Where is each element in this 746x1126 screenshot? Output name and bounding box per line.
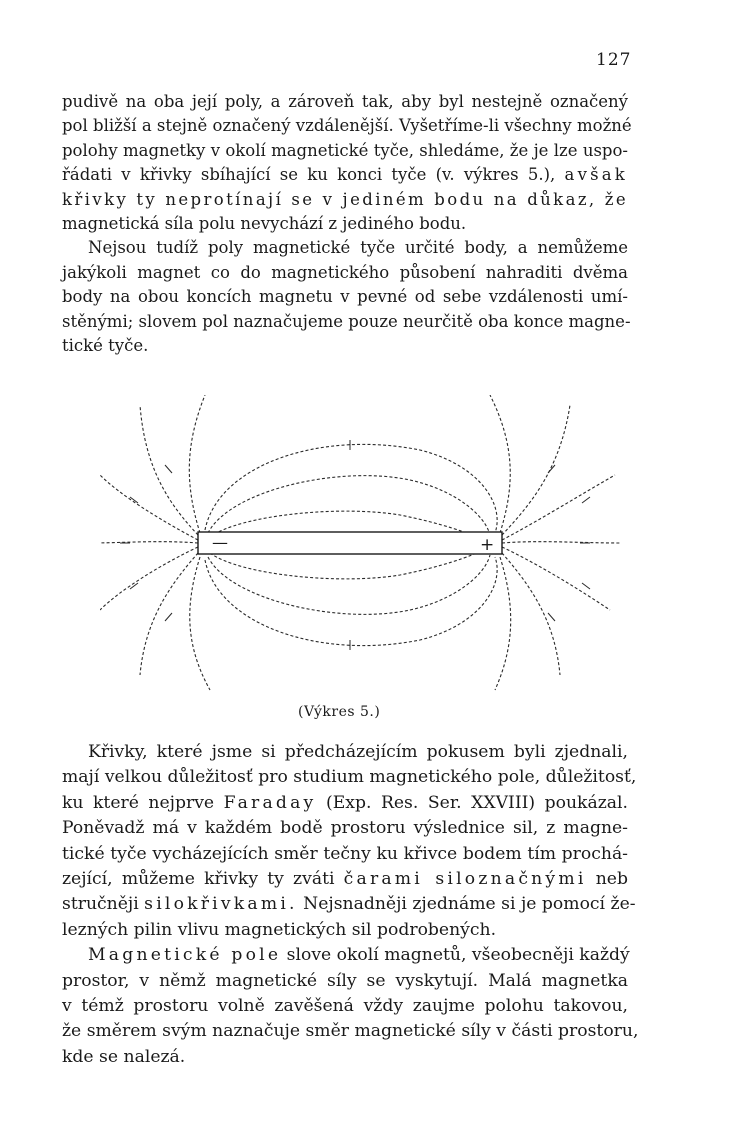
text-line: v témž prostoru volně zavěšená vždy zaujme polohu takovou, bbox=[62, 996, 628, 1017]
text-line-part: slove okolí magnetů, všeobecněji každý bbox=[281, 945, 630, 966]
text-line: lezných pilin vlivu magnetických sil podrobených. bbox=[62, 919, 497, 940]
text-line-part: ku které nejprve bbox=[62, 792, 224, 813]
text-line-part: řádati v křivky sbíhající se ku konci tyče (v. výkres 5.), bbox=[62, 165, 556, 185]
compass-needle bbox=[548, 613, 555, 621]
field-line bbox=[495, 557, 511, 690]
text-line: polohy magnetky v okolí magnetické tyče, shledáme, že je lze uspo- bbox=[62, 140, 628, 160]
text-line-part: zející, můžeme křivky ty zváti bbox=[62, 869, 344, 890]
text-line bbox=[62, 943, 628, 968]
text-line: kde se nalezá. bbox=[62, 1046, 186, 1067]
page-number: 127 bbox=[596, 50, 632, 70]
field-line bbox=[502, 405, 570, 535]
field-line bbox=[502, 542, 620, 543]
field-line bbox=[205, 557, 497, 646]
text-line-part: Nejsnadněji zjednáme si je pomocí že- bbox=[297, 894, 636, 915]
spaced-emphasis-line: křivky ty neprotínají se v jediném bodu na důkaz, že bbox=[62, 189, 628, 209]
field-line bbox=[190, 557, 210, 690]
figure-caption: (Výkres 5.) bbox=[298, 704, 381, 720]
minus-pole-label: — bbox=[212, 533, 228, 552]
paragraph-3 bbox=[62, 740, 637, 943]
paragraph-2 bbox=[62, 236, 631, 358]
field-line bbox=[208, 476, 490, 535]
text-line: stěnými; slovem pol naznačujeme pouze neurčitě oba konce magne- bbox=[62, 311, 631, 331]
spaced-emphasis: silokřivkami. bbox=[144, 894, 298, 915]
field-line bbox=[100, 542, 198, 543]
text-line bbox=[62, 867, 628, 892]
paragraph-4 bbox=[62, 943, 639, 1070]
compass-needle bbox=[165, 465, 172, 473]
compass-needle bbox=[165, 613, 172, 621]
field-line bbox=[502, 547, 610, 610]
plus-pole-label: + bbox=[480, 535, 495, 555]
paragraph-1 bbox=[62, 90, 632, 236]
text-line-part: stručněji bbox=[62, 894, 145, 915]
field-line bbox=[502, 475, 615, 540]
compass-needle bbox=[582, 583, 590, 589]
text-line: Poněvadž má v každém bodě prostoru výslednice sil, z magne- bbox=[62, 818, 628, 839]
lower-text bbox=[62, 740, 639, 1070]
text-line: mají velkou důležitosť pro studium magnetického pole, důležitosť, bbox=[62, 767, 637, 788]
text-line bbox=[62, 791, 628, 816]
field-line bbox=[189, 395, 205, 533]
field-line bbox=[100, 547, 198, 610]
upper-text bbox=[62, 90, 632, 358]
field-line bbox=[100, 475, 198, 540]
magnetic-field-diagram bbox=[100, 395, 630, 695]
text-line: pol bližší a stejně označený vzdálenější. Vyšetříme-li všechny možné bbox=[62, 116, 632, 136]
field-line bbox=[208, 555, 490, 614]
spaced-emphasis: avšak bbox=[564, 165, 628, 185]
text-line bbox=[62, 892, 636, 917]
field-line bbox=[205, 444, 497, 533]
text-line-part: neb bbox=[586, 869, 628, 890]
spaced-emphasis: Faraday bbox=[223, 792, 317, 813]
text-line: tické tyče. bbox=[62, 336, 149, 356]
text-line: že směrem svým naznačuje směr magnetické síly v části prostoru, bbox=[62, 1021, 639, 1042]
bar-magnet bbox=[198, 532, 502, 554]
compass-needle bbox=[582, 497, 590, 503]
text-line: tické tyče vycházejících směr tečny ku křivce bodem tím prochá- bbox=[62, 843, 628, 864]
text-line: prostor, v němž magnetické síly se vyskytují. Malá magnetka bbox=[62, 970, 628, 991]
text-line: pudivě na oba její poly, a zároveň tak, aby byl nestejně označený bbox=[62, 92, 628, 111]
spaced-emphasis: čarami siloznačnými bbox=[343, 869, 587, 890]
text-line: body na obou koncích magnetu v pevné od sebe vzdálenosti umí- bbox=[62, 287, 628, 307]
field-line bbox=[490, 395, 510, 533]
text-line: Nejsou tudíž poly magnetické tyče určité body, a nemůžeme bbox=[88, 238, 628, 258]
field-lines-figure bbox=[100, 395, 630, 695]
spaced-emphasis: Magnetické pole bbox=[88, 945, 282, 966]
compass-needle bbox=[130, 583, 138, 589]
text-line: magnetická síla polu nevychází z jediného bodu. bbox=[62, 214, 467, 234]
text-line-part: (Exp. Res. Ser. XXVIII) poukázal. bbox=[316, 792, 628, 813]
text-line: jakýkoli magnet co do magnetického působení nahraditi dvěma bbox=[62, 262, 628, 282]
text-line bbox=[62, 163, 628, 187]
text-line: Křivky, které jsme si předcházejícím pokusem byli zjednali, bbox=[88, 742, 628, 762]
